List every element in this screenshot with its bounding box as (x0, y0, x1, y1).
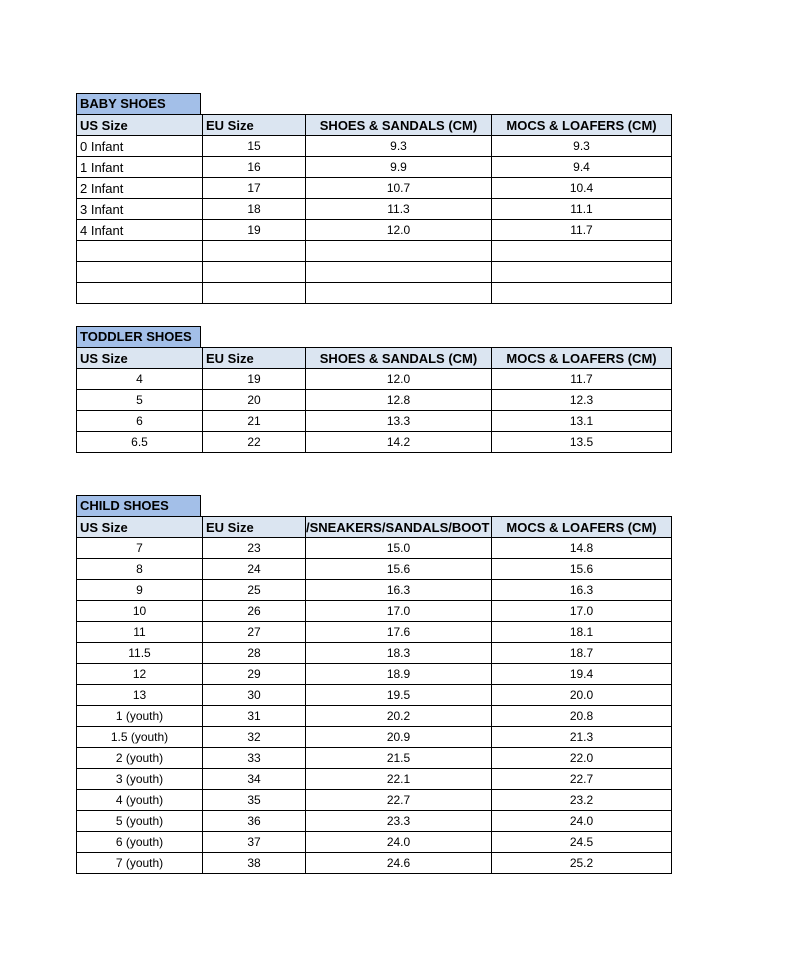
eu-size-cell: 23 (203, 538, 306, 559)
us-size-header: US Size (77, 115, 203, 136)
mocs-loafers-header: MOCS & LOAFERS (CM) (492, 348, 672, 369)
shoes-cm-cell: 12.0 (306, 369, 492, 390)
eu-size-cell: 26 (203, 601, 306, 622)
baby-shoes-table (76, 114, 672, 304)
eu-size-cell: 17 (203, 178, 306, 199)
eu-size-cell: 22 (203, 432, 306, 453)
child-shoes-table (76, 516, 672, 874)
table-row (77, 432, 672, 453)
table-row (77, 559, 672, 580)
us-size-cell: 0 Infant (77, 136, 203, 157)
shoes-cm-cell: 17.6 (306, 622, 492, 643)
eu-size-cell: 37 (203, 832, 306, 853)
eu-size-cell: 15 (203, 136, 306, 157)
shoes-cm-cell: 19.5 (306, 685, 492, 706)
mocs-cm-cell: 11.7 (492, 369, 672, 390)
table-row (77, 685, 672, 706)
eu-size-cell: 28 (203, 643, 306, 664)
us-size-cell: 2 Infant (77, 178, 203, 199)
us-size-cell: 12 (77, 664, 203, 685)
mocs-cm-cell: 18.7 (492, 643, 672, 664)
shoes-cm-cell: 20.9 (306, 727, 492, 748)
mocs-cm-cell: 22.0 (492, 748, 672, 769)
shoes-cm-cell: 22.1 (306, 769, 492, 790)
empty-cell (77, 262, 203, 283)
us-size-cell: 4 (77, 369, 203, 390)
table-row (77, 538, 672, 559)
us-size-cell: 5 (77, 390, 203, 411)
mocs-cm-cell: 20.0 (492, 685, 672, 706)
table-row (77, 369, 672, 390)
mocs-cm-cell: 24.5 (492, 832, 672, 853)
us-size-cell: 6.5 (77, 432, 203, 453)
us-size-cell: 10 (77, 601, 203, 622)
us-size-cell: 3 (youth) (77, 769, 203, 790)
shoes-sandals-header: SHOES & SANDALS (CM) (306, 115, 492, 136)
mocs-cm-cell: 13.5 (492, 432, 672, 453)
baby-shoes-rows (77, 136, 672, 304)
empty-cell (306, 262, 492, 283)
table-row (77, 811, 672, 832)
table-header-row (77, 115, 672, 136)
eu-size-cell: 33 (203, 748, 306, 769)
shoes-cm-cell: 9.3 (306, 136, 492, 157)
sneakers-sandals-boots-header: /SNEAKERS/SANDALS/BOOT (306, 517, 492, 538)
eu-size-cell: 19 (203, 220, 306, 241)
us-size-cell: 3 Infant (77, 199, 203, 220)
eu-size-cell: 38 (203, 853, 306, 874)
eu-size-cell: 35 (203, 790, 306, 811)
shoes-cm-cell: 23.3 (306, 811, 492, 832)
shoes-cm-cell: 11.3 (306, 199, 492, 220)
table-row (77, 390, 672, 411)
table-header-row (77, 517, 672, 538)
table-row (77, 769, 672, 790)
baby-shoes-title: BABY SHOES (76, 93, 201, 114)
shoes-cm-cell: 12.0 (306, 220, 492, 241)
table-row (77, 622, 672, 643)
toddler-shoes-section (76, 326, 672, 453)
us-size-cell: 1 (youth) (77, 706, 203, 727)
child-shoes-title: CHILD SHOES (76, 495, 201, 516)
us-size-cell: 4 (youth) (77, 790, 203, 811)
us-size-header: US Size (77, 517, 203, 538)
us-size-cell: 11.5 (77, 643, 203, 664)
us-size-cell: 2 (youth) (77, 748, 203, 769)
shoes-sandals-header: SHOES & SANDALS (CM) (306, 348, 492, 369)
empty-cell (492, 262, 672, 283)
toddler-shoes-rows (77, 369, 672, 453)
table-row (77, 706, 672, 727)
mocs-cm-cell: 15.6 (492, 559, 672, 580)
empty-cell (203, 283, 306, 304)
table-row (77, 832, 672, 853)
shoes-cm-cell: 22.7 (306, 790, 492, 811)
table-header-row (77, 348, 672, 369)
mocs-cm-cell: 9.3 (492, 136, 672, 157)
empty-cell (77, 241, 203, 262)
eu-size-cell: 25 (203, 580, 306, 601)
table-row (77, 220, 672, 241)
shoes-cm-cell: 16.3 (306, 580, 492, 601)
eu-size-cell: 34 (203, 769, 306, 790)
mocs-cm-cell: 25.2 (492, 853, 672, 874)
shoes-cm-cell: 15.0 (306, 538, 492, 559)
us-size-header: US Size (77, 348, 203, 369)
empty-cell (306, 283, 492, 304)
empty-cell (77, 283, 203, 304)
us-size-cell: 5 (youth) (77, 811, 203, 832)
mocs-cm-cell: 19.4 (492, 664, 672, 685)
us-size-cell: 8 (77, 559, 203, 580)
table-row (77, 790, 672, 811)
us-size-cell: 1 Infant (77, 157, 203, 178)
table-row (77, 643, 672, 664)
eu-size-header: EU Size (203, 348, 306, 369)
mocs-cm-cell: 13.1 (492, 411, 672, 432)
table-row (77, 580, 672, 601)
toddler-shoes-title: TODDLER SHOES (76, 326, 201, 347)
shoes-cm-cell: 20.2 (306, 706, 492, 727)
eu-size-cell: 32 (203, 727, 306, 748)
eu-size-header: EU Size (203, 115, 306, 136)
empty-cell (492, 241, 672, 262)
shoes-cm-cell: 13.3 (306, 411, 492, 432)
eu-size-cell: 24 (203, 559, 306, 580)
table-row (77, 136, 672, 157)
us-size-cell: 11 (77, 622, 203, 643)
table-row (77, 601, 672, 622)
us-size-cell: 6 (77, 411, 203, 432)
mocs-cm-cell: 24.0 (492, 811, 672, 832)
shoes-cm-cell: 9.9 (306, 157, 492, 178)
table-row (77, 157, 672, 178)
shoes-cm-cell: 21.5 (306, 748, 492, 769)
table-row (77, 199, 672, 220)
empty-row (77, 283, 672, 304)
empty-cell (203, 241, 306, 262)
shoes-cm-cell: 18.9 (306, 664, 492, 685)
eu-size-cell: 21 (203, 411, 306, 432)
shoes-cm-cell: 18.3 (306, 643, 492, 664)
table-row (77, 178, 672, 199)
table-row (77, 853, 672, 874)
shoes-cm-cell: 24.0 (306, 832, 492, 853)
eu-size-cell: 19 (203, 369, 306, 390)
mocs-loafers-header: MOCS & LOAFERS (CM) (492, 517, 672, 538)
eu-size-cell: 36 (203, 811, 306, 832)
empty-cell (306, 241, 492, 262)
shoes-cm-cell: 17.0 (306, 601, 492, 622)
empty-row (77, 241, 672, 262)
table-row (77, 411, 672, 432)
mocs-cm-cell: 20.8 (492, 706, 672, 727)
eu-size-cell: 18 (203, 199, 306, 220)
mocs-loafers-header: MOCS & LOAFERS (CM) (492, 115, 672, 136)
mocs-cm-cell: 11.1 (492, 199, 672, 220)
table-row (77, 664, 672, 685)
mocs-cm-cell: 17.0 (492, 601, 672, 622)
empty-cell (203, 262, 306, 283)
child-shoes-section (76, 495, 672, 874)
us-size-cell: 6 (youth) (77, 832, 203, 853)
mocs-cm-cell: 10.4 (492, 178, 672, 199)
us-size-cell: 9 (77, 580, 203, 601)
eu-size-cell: 31 (203, 706, 306, 727)
shoes-cm-cell: 24.6 (306, 853, 492, 874)
mocs-cm-cell: 11.7 (492, 220, 672, 241)
mocs-cm-cell: 22.7 (492, 769, 672, 790)
baby-shoes-section (76, 93, 672, 304)
eu-size-cell: 30 (203, 685, 306, 706)
us-size-cell: 7 (youth) (77, 853, 203, 874)
mocs-cm-cell: 23.2 (492, 790, 672, 811)
us-size-cell: 4 Infant (77, 220, 203, 241)
empty-row (77, 262, 672, 283)
mocs-cm-cell: 14.8 (492, 538, 672, 559)
us-size-cell: 13 (77, 685, 203, 706)
shoes-cm-cell: 15.6 (306, 559, 492, 580)
shoes-cm-cell: 10.7 (306, 178, 492, 199)
shoes-cm-cell: 14.2 (306, 432, 492, 453)
table-row (77, 727, 672, 748)
table-row (77, 748, 672, 769)
eu-size-cell: 27 (203, 622, 306, 643)
mocs-cm-cell: 9.4 (492, 157, 672, 178)
mocs-cm-cell: 21.3 (492, 727, 672, 748)
eu-size-cell: 29 (203, 664, 306, 685)
us-size-cell: 7 (77, 538, 203, 559)
child-shoes-rows (77, 538, 672, 874)
mocs-cm-cell: 16.3 (492, 580, 672, 601)
toddler-shoes-table (76, 347, 672, 453)
eu-size-cell: 16 (203, 157, 306, 178)
eu-size-cell: 20 (203, 390, 306, 411)
mocs-cm-cell: 12.3 (492, 390, 672, 411)
mocs-cm-cell: 18.1 (492, 622, 672, 643)
shoes-cm-cell: 12.8 (306, 390, 492, 411)
us-size-cell: 1.5 (youth) (77, 727, 203, 748)
eu-size-header: EU Size (203, 517, 306, 538)
empty-cell (492, 283, 672, 304)
